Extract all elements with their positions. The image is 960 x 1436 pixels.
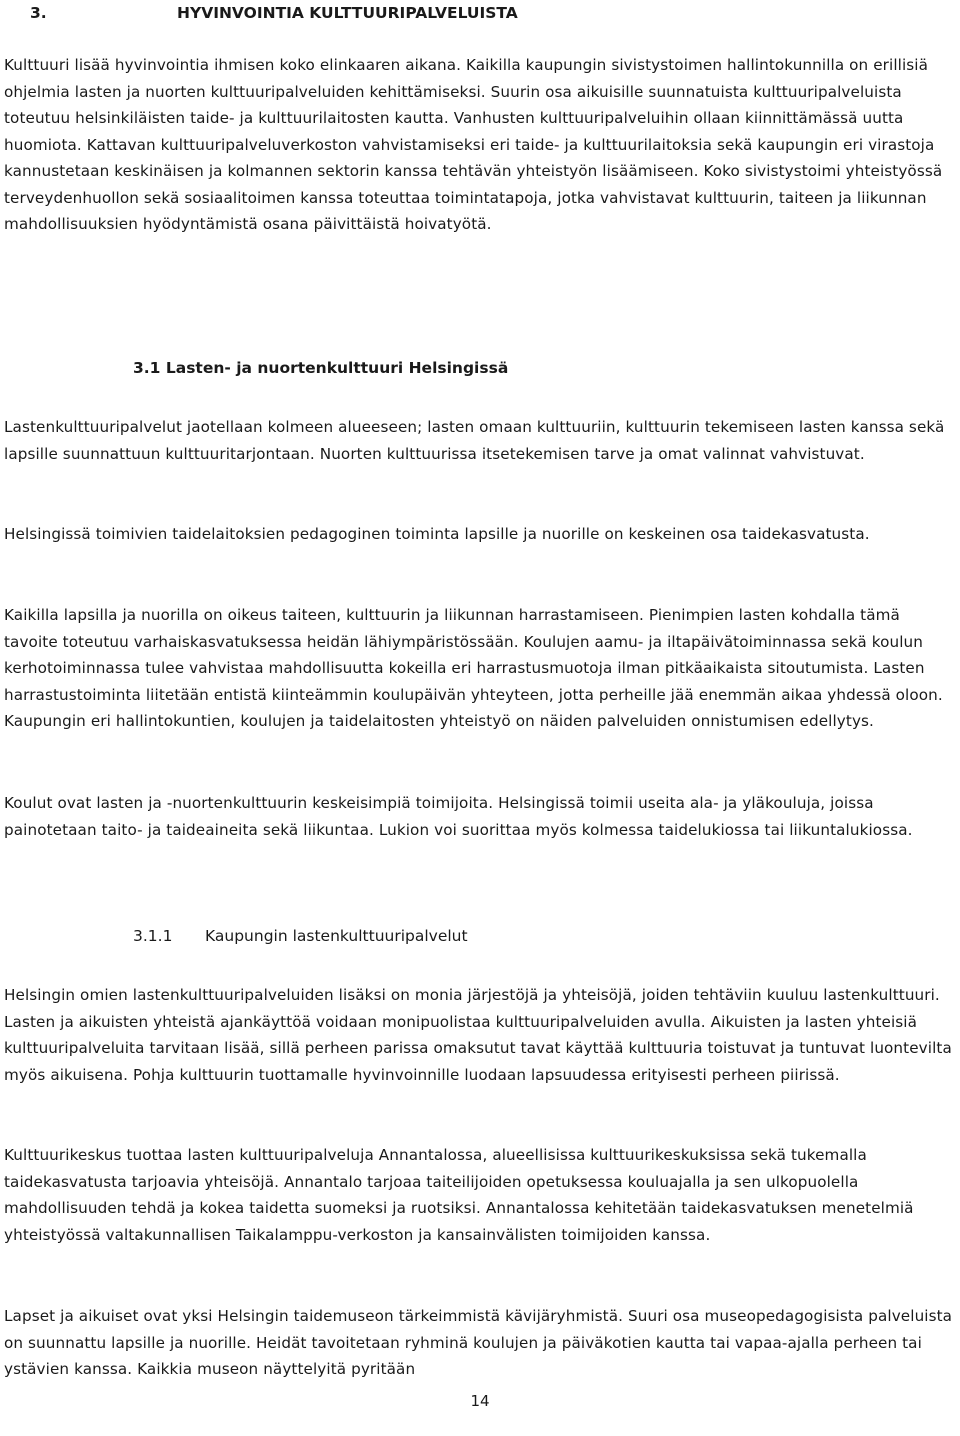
paragraph-6: Helsingin omien lastenkulttuuripalveluiden lisäksi on monia järjestöjä ja yhteisöjä, joiden tehtäviin kuuluu lastenkulttuuri. Lasten ja aikuisten yhteistä ajankäyttöä voidaan monipuolistaa kulttuuripalveluiden avulla. Aikuisten ja lasten yhteisiä kulttuuripalveluita tarvitaan lisää, sillä perheen parissa omaksutut tavat käyttää kulttuuria toistuvat ja tuntuvat luontevilta myös aikuisena. Pohja kulttuurin tuottamalle hyvinvoinnille luodaan lapsuudessa erityisesti perheen piirissä. xyxy=(4,986,952,1084)
paragraph-4: Kaikilla lapsilla ja nuorilla on oikeus taiteen, kulttuurin ja liikunnan harrastamiseen. Pienimpien lasten kohdalla tämä tavoite toteutuu varhaiskasvatuksessa heidän lähiympäristössään. Koulujen aamu- ja iltapäivätoiminnassa sekä koulun kerhotoiminnassa tulee vahvistaa mahdollisuutta kokeilla eri harrastusmuotoja ilman pitkäaikaista sitoutumista. Lasten harrastustoiminta liitetään entistä kiinteämmin koulupäivän yhteyteen, jotta perheille jää enemmän aikaa yhdessä oloon. Kaupungin eri hallintokuntien, koulujen ja taidelaitosten yhteistyö on näiden palveluiden onnistumisen edellytys. xyxy=(4,606,943,730)
paragraph-3: Helsingissä toimivien taidelaitoksien pedagoginen toiminta lapsille ja nuorille on keskeinen osa taidekasvatusta. xyxy=(4,525,870,543)
subsubsection-number: 3.1.1 xyxy=(133,927,173,945)
subsection-heading: 3.1 Lasten- ja nuortenkulttuuri Helsingissä xyxy=(133,359,509,377)
paragraph-8: Lapset ja aikuiset ovat yksi Helsingin taidemuseon tärkeimmistä kävijäryhmistä. Suuri osa museopedagogisista palveluista on suunnattu lapsille ja nuorille. Heidät tavoitetaan ryhminä koulujen ja päiväkotien kautta tai vapaa-ajalla perheen tai ystävien kanssa. Kaikkia museon näyttelyitä pyritään xyxy=(4,1307,953,1378)
section-title: HYVINVOINTIA KULTTUURIPALVELUISTA xyxy=(177,4,518,22)
section-number: 3. xyxy=(30,4,47,22)
paragraph-5: Koulut ovat lasten ja -nuortenkulttuurin keskeisimpiä toimijoita. Helsingissä toimii useita ala- ja yläkouluja, joissa painotetaan taito- ja taideaineita sekä liikuntaa. Lukion voi suorittaa myös kolmessa taidelukiossa tai liikuntalukiossa. xyxy=(4,794,913,839)
paragraph-7: Kulttuurikeskus tuottaa lasten kulttuuripalveluja Annantalossa, alueellisissa kulttuurikeskuksissa sekä tukemalla taidekasvatusta tarjoavia yhteisöjä. Annantalo tarjoaa taiteilijoiden opetuksessa kouluajalla ja sen ulkopuolella mahdollisuuden tehdä ja kokea taidetta suomeksi ja ruotsiksi. Annantalossa kehitetään taidekasvatuksen menetelmiä yhteistyössä valtakunnallisen Taikalamppu-verkoston ja kansainvälisten toimijoiden kanssa. xyxy=(4,1146,914,1244)
paragraph-1: Kulttuuri lisää hyvinvointia ihmisen koko elinkaaren aikana. Kaikilla kaupungin sivistystoimen hallintokunnilla on erillisiä ohjelmia lasten ja nuorten kulttuuripalveluiden kehittämiseksi. Suurin osa aikuisille suunnatuista kulttuuripalveluista toteutuu helsinkiläisten taide- ja kulttuurilaitosten kautta. Vanhusten kulttuuripalveluihin ollaan kiinnittämässä uutta huomiota. Kattavan kulttuuripalveluverkoston vahvistamiseksi eri taide- ja kulttuurilaitoksia sekä kaupungin eri virastoja kannustetaan keskinäisen ja kolmannen sektorin kanssa tehtävän yhteistyön lisäämiseen. Koko sivistystoimi yhteistyössä terveydenhuollon sekä sosiaalitoimen kanssa toteuttaa toimintatapoja, jotka vahvistavat kulttuurin, taiteen ja liikunnan mahdollisuuksien hyödyntämistä osana päivittäistä hoivatyötä. xyxy=(4,56,943,233)
subsubsection-title: Kaupungin lastenkulttuuripalvelut xyxy=(205,927,468,945)
paragraph-2: Lastenkulttuuripalvelut jaotellaan kolmeen alueeseen; lasten omaan kulttuuriin, kulttuurin tekemiseen lasten kanssa sekä lapsille suunnattuun kulttuuritarjontaan. Nuorten kulttuurissa itsetekemisen tarve ja omat valinnat vahvistuvat. xyxy=(4,418,945,463)
subsubsection-heading xyxy=(133,924,468,948)
page-number: 14 xyxy=(470,1392,490,1410)
